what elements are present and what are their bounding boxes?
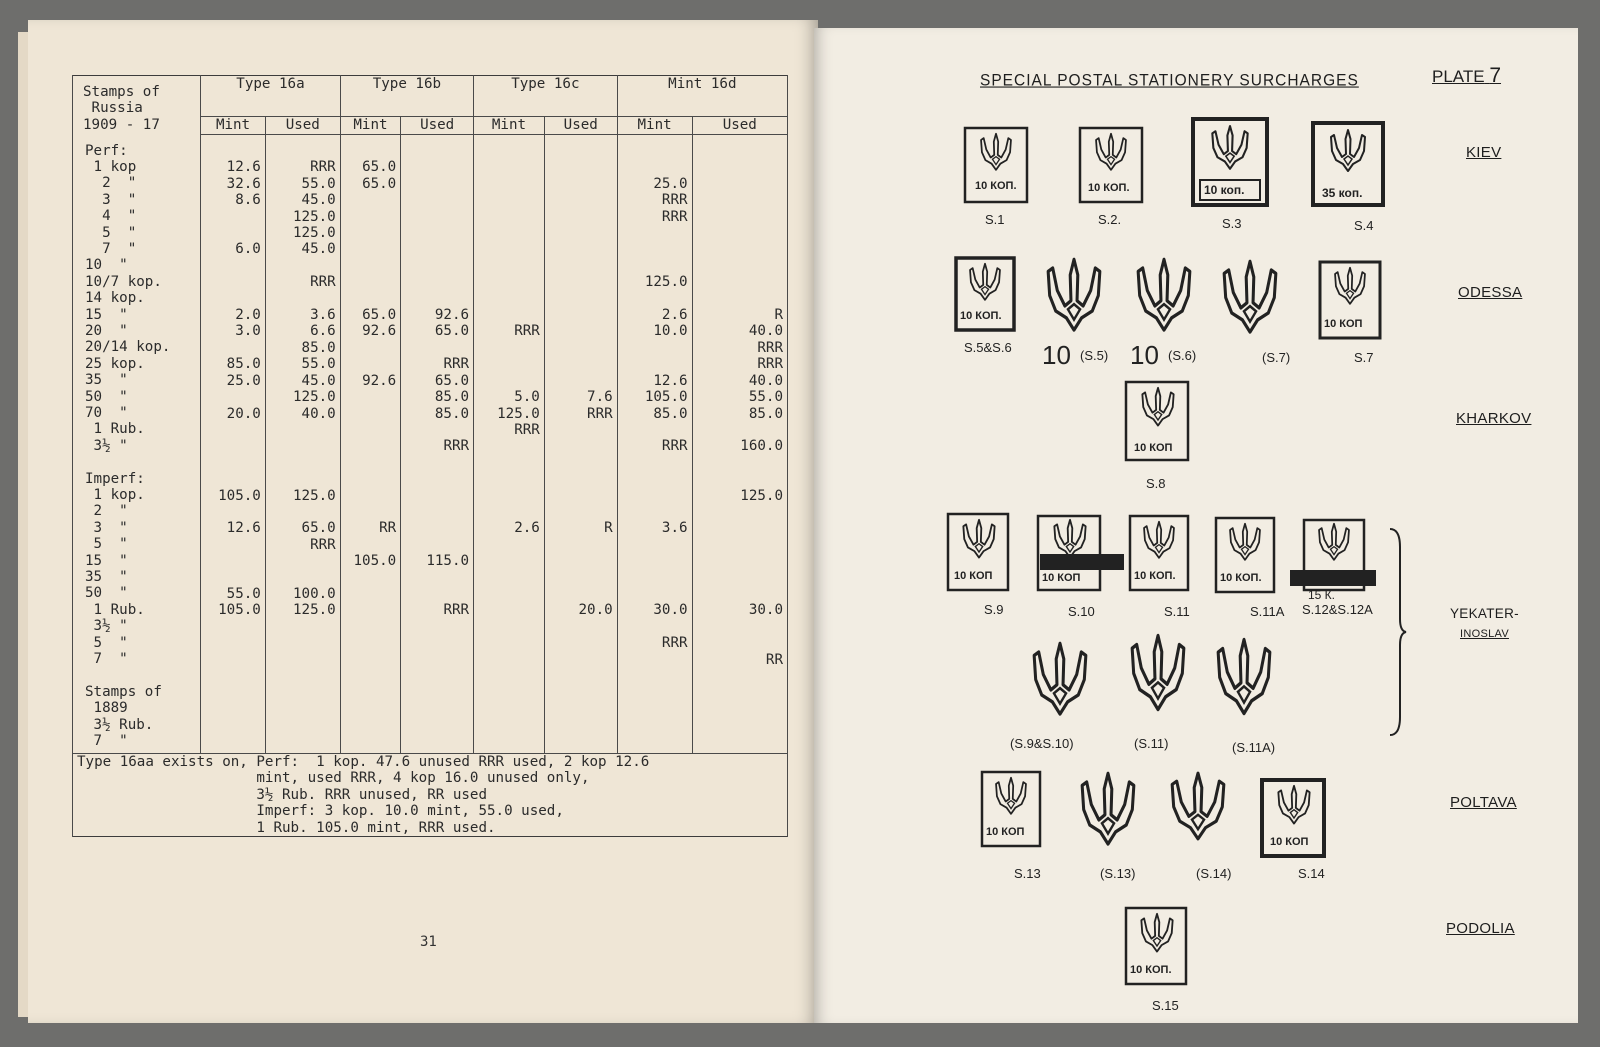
stamp-s11	[1128, 514, 1190, 619]
trident-s7-outline	[1212, 258, 1291, 365]
stamp-s9	[946, 512, 1010, 617]
type-16b-mint-column: 65.0 65.0 65.0 92.6 92.6 RR 105.0	[340, 135, 401, 754]
mint-16d-used-column: R 40.0 RRR RRR 40.0 55.0 85.0 160.0 125.0 30.0 RR	[692, 135, 787, 754]
stamp-s14	[1260, 778, 1326, 881]
table-body-row	[73, 135, 788, 754]
stamp-value: 10 коп.	[1204, 183, 1245, 197]
table-footnote-row	[73, 754, 788, 837]
stamp-s4	[1310, 120, 1386, 233]
stamp-label: S.15	[1152, 998, 1179, 1013]
region-podolia: PODOLIA	[1446, 920, 1515, 937]
stamp-label: S.1	[985, 212, 1005, 227]
stamp-s12	[1288, 518, 1378, 617]
brace-bracket	[1388, 527, 1408, 737]
group-header-16b: Type 16b	[340, 76, 473, 117]
region-kharkov: KHARKOV	[1456, 410, 1532, 427]
subheader-used: Used	[544, 117, 617, 135]
stamp-value: 10 КОП	[986, 826, 1025, 838]
stamp-value: 15 К.	[1308, 588, 1336, 602]
stamp-s11a	[1214, 516, 1285, 619]
type-16a-mint-column: 12.6 32.6 8.6 6.0 2.0 3.0 85.0 25.0 20.0 105.0 12.6 55.0 105.0	[201, 135, 266, 754]
stamp-value: 10 КОП	[1134, 442, 1173, 454]
region-yekater: YEKATER-	[1450, 606, 1519, 621]
trident-s6	[1126, 256, 1202, 370]
stamp-s10	[1036, 514, 1126, 619]
plate-number: 7	[1489, 64, 1502, 87]
stamp-label: (S.13)	[1100, 866, 1136, 881]
stamp-s1	[963, 126, 1029, 227]
type-16b-used-column: 92.6 65.0 RRR 65.0 85.0 85.0 RRR 115.0 RRR	[401, 135, 474, 754]
stamp-value: 10 КОП.	[1220, 572, 1262, 584]
stamp-value: 10 КОП.	[960, 310, 1002, 322]
subheader-mint: Mint	[617, 117, 692, 135]
subheader-used: Used	[265, 117, 340, 135]
stamp-label: (S.6)	[1168, 348, 1197, 363]
stamp-label: (S.11)	[1134, 736, 1169, 751]
group-header-16a: Type 16a	[201, 76, 341, 117]
subheader-mint: Mint	[474, 117, 545, 135]
stamp-value: 10 КОП.	[1088, 182, 1130, 194]
stamps-of-russia-header: Stamps of Russia 1909 - 17	[73, 76, 201, 135]
type-16c-mint-column: RRR 5.0 125.0 RRR 2.6	[474, 135, 545, 754]
stamp-s7	[1318, 260, 1382, 365]
stamp-label: S.4	[1354, 218, 1374, 233]
plate-label: PLATE	[1432, 67, 1485, 86]
mint-16d-mint-column: 25.0 RRR RRR 125.0 2.6 10.0 12.6 105.0 85.0 RRR 3.6 30.0 RRR	[617, 135, 692, 754]
stamp-label: S.2.	[1098, 212, 1122, 227]
stamp-value: 10 КОП	[1270, 836, 1309, 848]
stamp-value: 10 КОП.	[1134, 570, 1176, 582]
group-header-16c: Type 16c	[474, 76, 618, 117]
stamp-value: 35 коп.	[1322, 186, 1363, 200]
stamp-label: S.11A	[1250, 604, 1285, 619]
stamp-value: 10	[1130, 340, 1159, 370]
price-table	[72, 75, 788, 837]
stamp-value: 10 КОП	[1324, 318, 1363, 330]
stamp-value: 10 КОП	[1042, 572, 1081, 584]
trident-s13	[1070, 770, 1146, 881]
stamp-label: S.5&S.6	[964, 340, 1012, 355]
subheader-used: Used	[401, 117, 474, 135]
stamp-label: S.9	[984, 602, 1004, 617]
stamp-label: (S.11A)	[1232, 740, 1276, 755]
stamp-description-column: Perf: 1 kop 2 " 3 " 4 " 5 " 7 " 10 " 10/7 kop. 14 kop. 15 " 20 " 20/14 kop. 25 kop. 35 " 50 " 70 " 1 Rub. 3½ " Imperf: 1 kop. 2 " 3 " 5 " 15 " 35 " 50 " 1 Rub. 3½ " 5 " 7 " Stamps of 1889 3½ Rub. 7 "	[73, 135, 201, 754]
table-header-row	[73, 76, 788, 117]
type-16c-used-column: 7.6 RRR R 20.0	[544, 135, 617, 754]
stamp-s2	[1078, 126, 1144, 227]
stamp-s13	[980, 770, 1042, 881]
stamp-label: S.10	[1068, 604, 1095, 619]
stamp-s5-s6	[954, 256, 1016, 355]
stamp-label: S.14	[1298, 866, 1325, 881]
trident-s11	[1120, 632, 1196, 751]
subheader-used: Used	[692, 117, 787, 135]
group-header-16d: Mint 16d	[617, 76, 787, 117]
stamp-label: S.7	[1354, 350, 1374, 365]
stamp-label: (S.14)	[1196, 866, 1232, 881]
stamp-value: 10 КОП.	[975, 180, 1017, 192]
trident-s5	[1036, 256, 1112, 370]
stamp-value: 10 КОП.	[1130, 964, 1172, 976]
trident-s9-s10	[1010, 640, 1098, 751]
stamp-value: 10	[1042, 340, 1071, 370]
type-16a-used-column: RRR 55.0 45.0 125.0 125.0 45.0 RRR 3.6 6.6 85.0 55.0 45.0 125.0 40.0 125.0 65.0 RRR 100.0 125.0	[265, 135, 340, 754]
stamp-label: S.11	[1164, 604, 1190, 619]
page-number: 31	[420, 934, 437, 950]
stamp-value: 10 КОП	[954, 570, 993, 582]
stamp-label: S.13	[1014, 866, 1041, 881]
subheader-mint: Mint	[340, 117, 401, 135]
region-odessa: ODESSA	[1458, 284, 1523, 301]
plate-title: SPECIAL POSTAL STATIONERY SURCHARGES	[980, 71, 1359, 90]
stamp-s3	[1190, 116, 1270, 231]
stamp-label: S.8	[1146, 476, 1166, 491]
stamp-label: (S.7)	[1262, 350, 1291, 365]
region-kiev: KIEV	[1466, 144, 1502, 161]
trident-s14	[1160, 770, 1236, 881]
stamp-s8	[1124, 380, 1190, 491]
region-inoslav: INOSLAV	[1460, 628, 1509, 640]
plate-heading	[1432, 64, 1501, 88]
trident-s11a	[1206, 636, 1282, 755]
footnote: Type 16aa exists on, Perf: 1 kop. 47.6 unused RRR used, 2 kop 12.6 mint, used RRR, 4 kop 16.0 unused only, 3½ Rub. RRR unused, RR used Imperf: 3 kop. 10.0 mint, 55.0 used, 1 Rub. 105.0 mint, RRR used.	[73, 754, 788, 837]
stamp-label: S.12&S.12A	[1302, 602, 1373, 617]
stamp-label: (S.5)	[1080, 348, 1109, 363]
subheader-mint: Mint	[201, 117, 266, 135]
stamp-label: (S.9&S.10)	[1010, 736, 1074, 751]
region-poltava: POLTAVA	[1450, 794, 1517, 811]
stamp-label: S.3	[1222, 216, 1242, 231]
stamp-s15	[1124, 906, 1188, 1013]
